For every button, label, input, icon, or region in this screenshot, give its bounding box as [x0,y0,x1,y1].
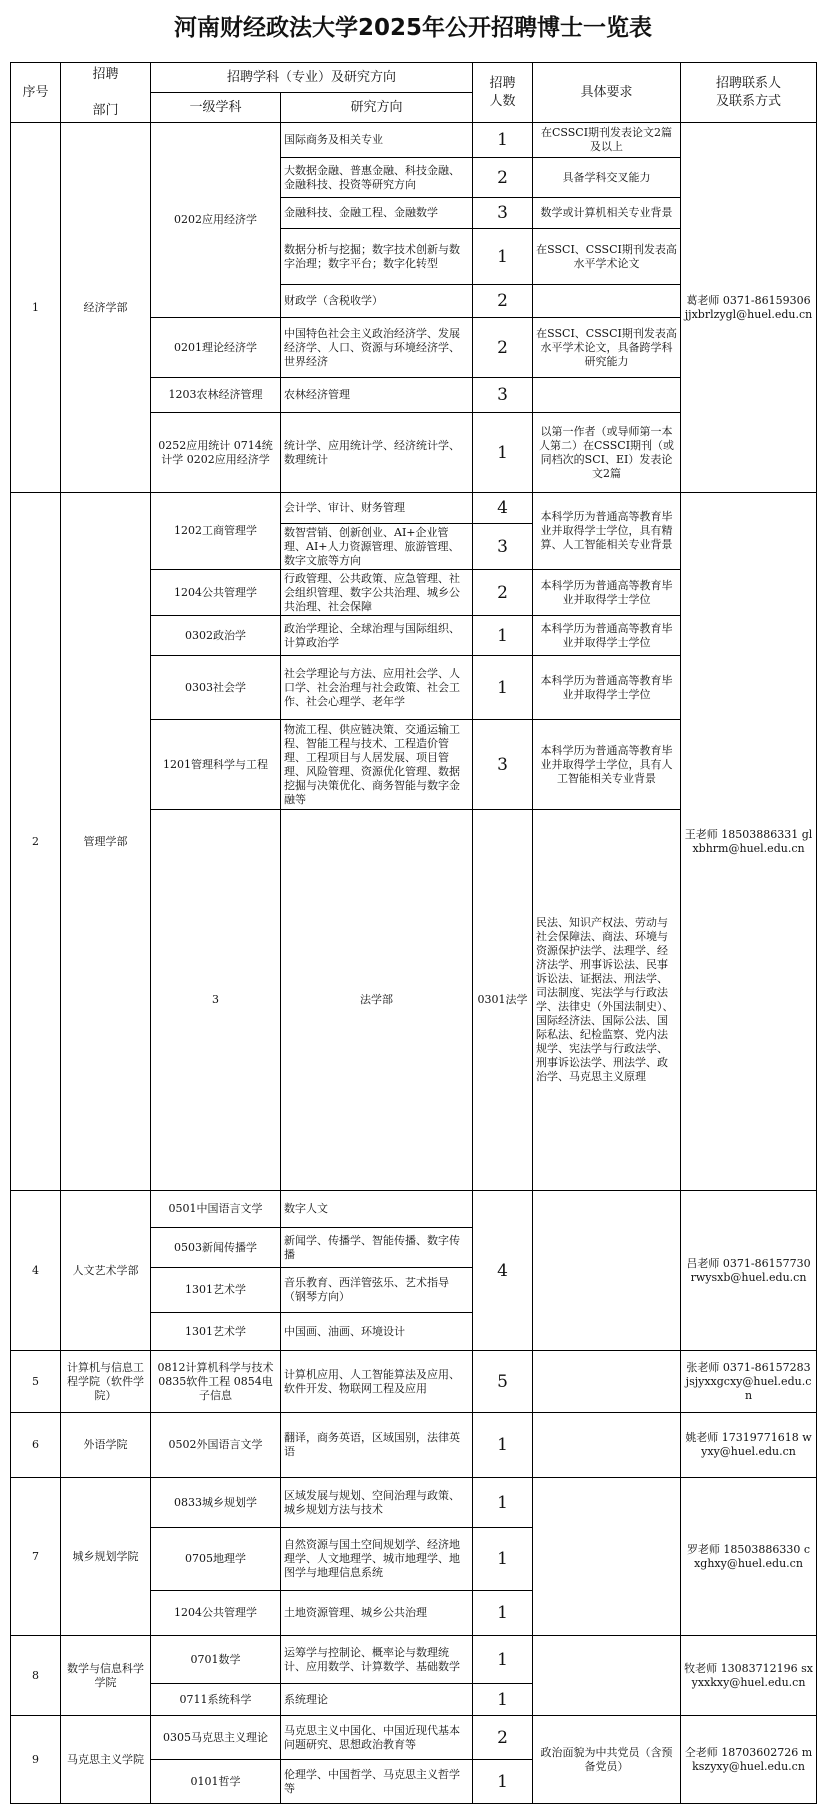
req-cell: 在SSCI、CSSCI期刊发表高水平学术论文 [533,229,681,285]
direction-cell: 自然资源与国土空间规划学、经济地理学、人文地理学、城市地理学、地图学与地理信息系统 [281,1528,473,1591]
count-cell: 4 [473,493,533,524]
dept-cell: 经济学部 [61,123,151,493]
contact-cell: 吕老师 0371-86157730 rwysxb@huel.edu.cn [681,1191,817,1351]
contact-cell: 仝老师 18703602726 mkszyxy@huel.edu.cn [681,1716,817,1804]
subject-cell: 0252应用统计 0714统计学 0202应用经济学 [151,413,281,493]
subject-cell: 0305马克思主义理论 [151,1716,281,1760]
direction-cell: 金融科技、金融工程、金融数学 [281,198,473,229]
req-cell [533,1478,681,1636]
header-contact [681,63,817,123]
count-cell: 4 [473,1191,533,1351]
subject-cell: 1203农林经济管理 [151,378,281,413]
subject-cell: 0302政治学 [151,616,281,656]
count-cell: 3 [473,198,533,229]
count-cell: 3 [473,524,533,570]
contact-cell: 罗老师 18503886330 cxghxy@huel.edu.cn [681,1478,817,1636]
subject-cell: 0701数学 [151,1636,281,1684]
direction-cell: 计算机应用、人工智能算法及应用、软件开发、物联网工程及应用 [281,1351,473,1413]
req-cell: 本科学历为普通高等教育毕业并取得学士学位 [533,570,681,616]
subject-cell: 0202应用经济学 [151,123,281,318]
req-cell [533,1413,681,1478]
direction-cell: 财政学（含税收学） [281,285,473,318]
count-cell: 2 [473,318,533,378]
count-cell: 1 [473,616,533,656]
subject-cell: 0705地理学 [151,1528,281,1591]
dept-cell: 数学与信息科学学院 [61,1636,151,1716]
subject-cell: 0101哲学 [151,1760,281,1804]
recruitment-table [10,62,817,1804]
req-cell: 本科学历为普通高等教育毕业并取得学士学位 [533,656,681,720]
dept-cell: 管理学部 [61,493,151,1191]
seq-cell: 6 [11,1413,61,1478]
seq-cell: 5 [11,1351,61,1413]
req-cell: 政治面貌为中共党员（含预备党员） [533,1716,681,1804]
header-dept-line2: 部门 [92,102,119,118]
subject-cell: 0201理论经济学 [151,318,281,378]
direction-cell: 数字人文 [281,1191,473,1228]
direction-cell: 民法、知识产权法、劳动与社会保障法、商法、环境与资源保护法学、法理学、经济法学、刑事诉讼法、民事诉讼法、证据法、刑法学、司法制度、宪法学与行政法学、法律史（外国法制史）、国际经济法、国际公法、国际私法、纪检监察、党内法规学、宪法学与行政法学、刑事诉讼法学、刑法学、政治学、马克思主义原理 [533,810,681,1191]
count-cell: 2 [473,158,533,198]
dept-cell: 计算机与信息工程学院（软件学院） [61,1351,151,1413]
header-first-level: 一级学科 [151,93,281,123]
direction-cell: 中国特色社会主义政治经济学、发展经济学、人口、资源与环境经济学、世界经济 [281,318,473,378]
direction-cell: 系统理论 [281,1684,473,1716]
dept-cell: 城乡规划学院 [61,1478,151,1636]
subject-cell: 1204公共管理学 [151,570,281,616]
direction-cell: 数据分析与挖掘；数字技术创新与数字治理；数字平台；数字化转型 [281,229,473,285]
contact-cell: 牧老师 13083712196 sxyxxkxy@huel.edu.cn [681,1636,817,1716]
direction-cell: 统计学、应用统计学、经济统计学、数理统计 [281,413,473,493]
table-row [11,1351,817,1413]
header-contact-line2: 及联系方式 [716,93,782,109]
count-cell: 1 [473,229,533,285]
req-cell: 以第一作者（或导师第一本人第二）在CSSCI期刊（或同档次的SCI、EI）发表论文2篇 [533,413,681,493]
table-row [11,1413,817,1478]
req-cell: 具备学科交叉能力 [533,158,681,198]
count-cell: 2 [473,570,533,616]
subject-cell: 0503新闻传播学 [151,1228,281,1268]
count-cell: 1 [473,656,533,720]
page-title: 河南财经政法大学2025年公开招聘博士一览表 [173,15,652,41]
count-cell: 2 [473,285,533,318]
dept-cell: 人文艺术学部 [61,1191,151,1351]
req-cell: 在CSSCI期刊发表论文2篇及以上 [533,123,681,158]
header-count-line2: 人数 [489,93,516,109]
req-cell: 数学或计算机相关专业背景 [533,198,681,229]
contact-cell: 王老师 18503886331 glxbhrm@huel.edu.cn [681,493,817,1191]
direction-cell: 翻译，商务英语，区域国别，法律英语 [281,1413,473,1478]
req-cell: 本科学历为普通高等教育毕业并取得学士学位，具有人工智能相关专业背景 [533,720,681,810]
table-row [11,1716,817,1760]
contact-cell: 姚老师 17319771618 wyxy@huel.edu.cn [681,1413,817,1478]
table-row [11,1191,817,1228]
direction-cell: 数智营销、创新创业、AI+企业管理、AI+人力资源管理、旅游管理、数字文旅等方向 [281,524,473,570]
table-row [11,1478,817,1528]
seq-cell: 1 [11,123,61,493]
direction-cell: 会计学、审计、财务管理 [281,493,473,524]
header-direction: 研究方向 [281,93,473,123]
header-count [473,63,533,123]
count-cell: 1 [473,1413,533,1478]
req-cell: 本科学历为普通高等教育毕业并取得学士学位 [533,616,681,656]
seq-cell: 9 [11,1716,61,1804]
subject-cell: 1301艺术学 [151,1268,281,1313]
direction-cell: 社会学理论与方法、应用社会学、人口学、社会治理与社会政策、社会工作、社会心理学、老年学 [281,656,473,720]
subject-cell: 0833城乡规划学 [151,1478,281,1528]
direction-cell: 中国画、油画、环境设计 [281,1313,473,1351]
count-cell: 1 [473,1760,533,1804]
subject-cell: 1201管理科学与工程 [151,720,281,810]
subject-cell: 0812计算机科学与技术 0835软件工程 0854电子信息 [151,1351,281,1413]
seq-cell: 7 [11,1478,61,1636]
subject-cell: 0711系统科学 [151,1684,281,1716]
direction-cell: 区域发展与规划、空间治理与政策、城乡规划方法与技术 [281,1478,473,1528]
subject-cell: 1204公共管理学 [151,1591,281,1636]
header-subject-group: 招聘学科（专业）及研究方向 [151,63,473,93]
direction-cell: 政治学理论、全球治理与国际组织、计算政治学 [281,616,473,656]
header-dept [61,63,151,123]
dept-cell: 马克思主义学院 [61,1716,151,1804]
direction-cell: 音乐教育、西洋管弦乐、艺术指导（钢琴方向） [281,1268,473,1313]
seq-cell: 8 [11,1636,61,1716]
count-cell: 3 [473,720,533,810]
direction-cell: 新闻学、传播学、智能传播、数字传播 [281,1228,473,1268]
req-cell [533,1351,681,1413]
header-contact-line1: 招聘联系人 [716,75,782,91]
count-cell: 1 [473,413,533,493]
header-req: 具体要求 [533,63,681,123]
direction-cell: 土地资源管理、城乡公共治理 [281,1591,473,1636]
direction-cell: 国际商务及相关专业 [281,123,473,158]
req-cell [533,1191,681,1351]
req-cell: 在SSCI、CSSCI期刊发表高水平学术论文，具备跨学科研究能力 [533,318,681,378]
dept-cell: 法学部 [281,810,473,1191]
table-row [11,493,817,524]
seq-cell: 3 [151,810,281,1191]
req-cell [533,378,681,413]
dept-cell: 外语学院 [61,1413,151,1478]
direction-cell: 伦理学、中国哲学、马克思主义哲学等 [281,1760,473,1804]
req-cell [533,285,681,318]
contact-cell: 葛老师 0371-86159306 jjxbrlzygl@huel.edu.cn [681,123,817,493]
count-cell: 1 [473,1528,533,1591]
count-cell: 1 [473,1478,533,1528]
subject-cell: 1301艺术学 [151,1313,281,1351]
contact-cell: 张老师 0371-86157283 jsjyxxgcxy@huel.edu.cn [681,1351,817,1413]
req-cell [533,1636,681,1716]
header-seq: 序号 [11,63,61,123]
table-row [11,123,817,158]
direction-cell: 行政管理、公共政策、应急管理、社会组织管理、数字公共治理、城乡公共治理、社会保障 [281,570,473,616]
subject-cell: 0502外国语言文学 [151,1413,281,1478]
subject-cell: 0301法学 [473,810,533,1191]
count-cell: 1 [473,1684,533,1716]
subject-cell: 0501中国语言文学 [151,1191,281,1228]
direction-cell: 物流工程、供应链决策、交通运输工程、智能工程与技术、工程造价管理、工程项目与人居发展、项目管理、风险管理、资源优化管理、数据挖掘与决策优化、商务智能与数字金融等 [281,720,473,810]
header-dept-line1: 招聘 [92,66,119,82]
direction-cell: 大数据金融、普惠金融、科技金融、金融科技、投资等研究方向 [281,158,473,198]
header-count-line1: 招聘 [489,75,516,91]
count-cell: 1 [473,1591,533,1636]
count-cell: 1 [473,123,533,158]
count-cell: 2 [473,1716,533,1760]
seq-cell: 4 [11,1191,61,1351]
direction-cell: 运筹学与控制论、概率论与数理统计、应用数学、计算数学、基础数学 [281,1636,473,1684]
direction-cell: 农林经济管理 [281,378,473,413]
table-row [11,1636,817,1684]
seq-cell: 2 [11,493,61,1191]
subject-cell: 1202工商管理学 [151,493,281,570]
req-cell: 本科学历为普通高等教育毕业并取得学士学位，具有精算、人工智能相关专业背景 [533,493,681,570]
count-cell: 3 [473,378,533,413]
count-cell: 5 [473,1351,533,1413]
count-cell: 1 [473,1636,533,1684]
subject-cell: 0303社会学 [151,656,281,720]
direction-cell: 马克思主义中国化、中国近现代基本问题研究、思想政治教育等 [281,1716,473,1760]
